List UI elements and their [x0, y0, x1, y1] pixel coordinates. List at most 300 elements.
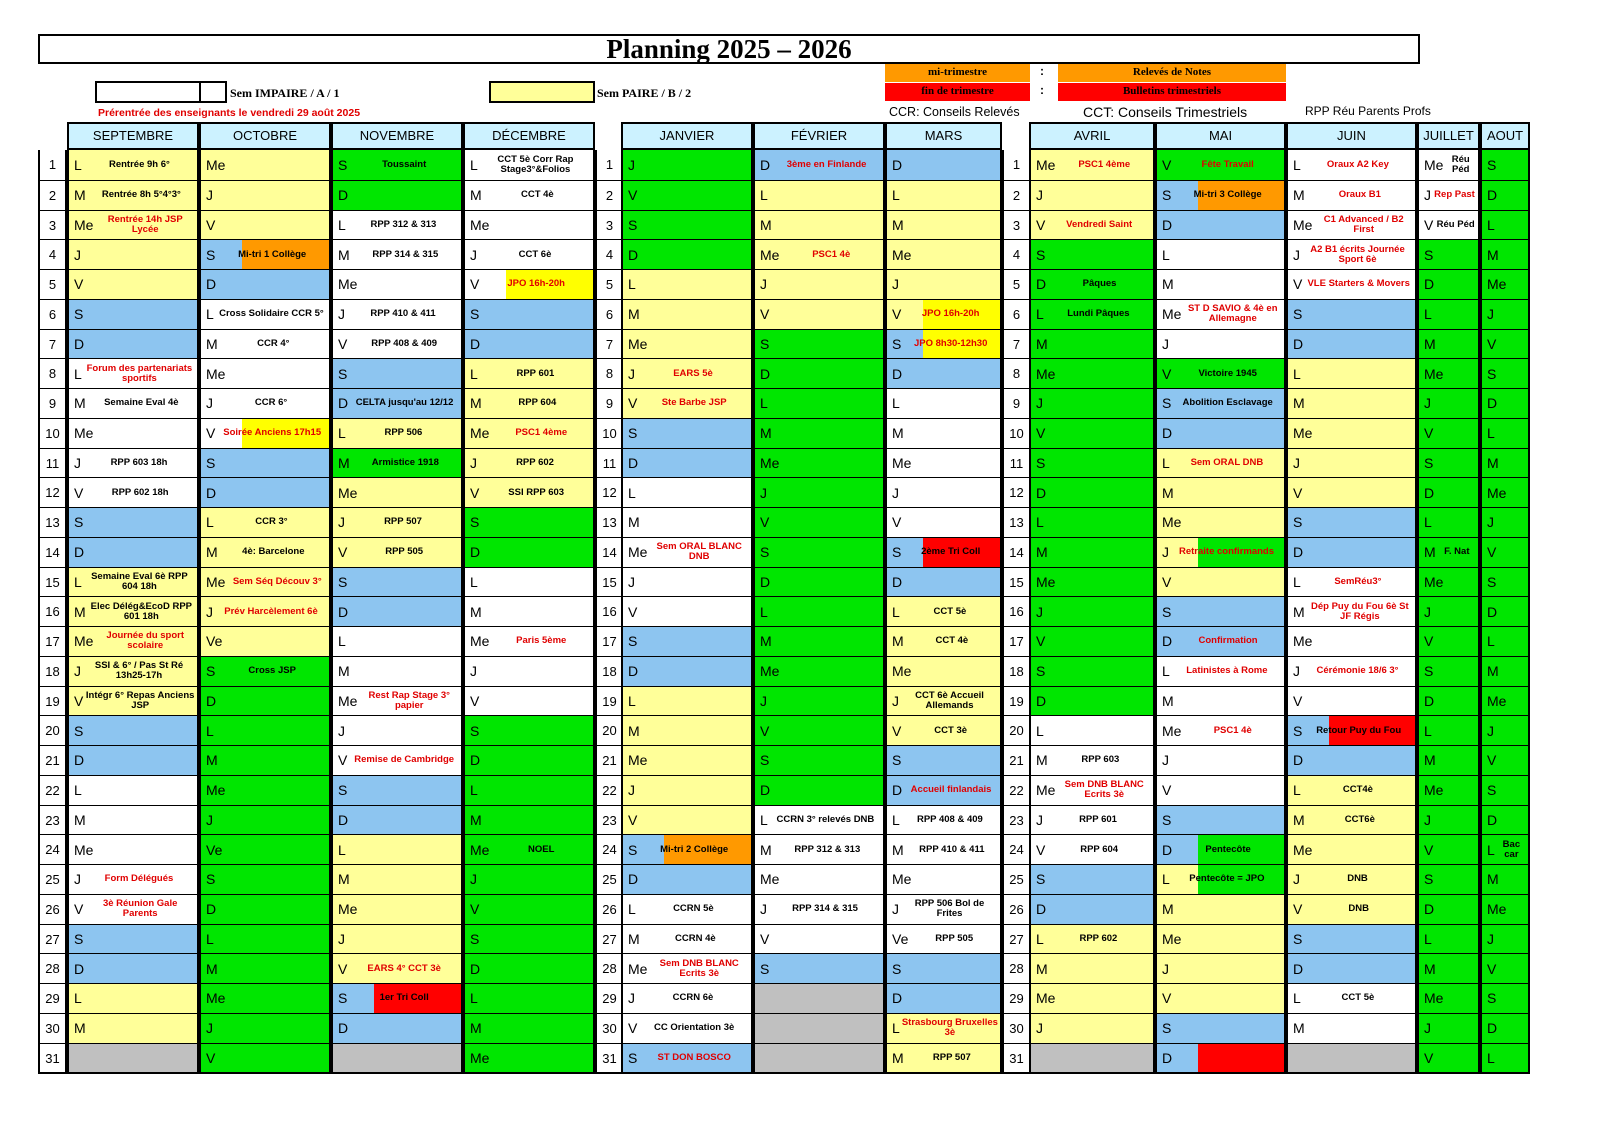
weekday-letter: Me — [74, 633, 94, 650]
event-text: Intégr 6° Repas Anciens JSP — [85, 690, 195, 711]
weekday-letter: V — [760, 930, 770, 947]
day-cell — [1031, 299, 1153, 329]
weekday-letter: Me — [1424, 573, 1444, 590]
weekday-letter: V — [1036, 216, 1046, 233]
day-cell — [755, 448, 883, 478]
weekday-letter: S — [1036, 454, 1046, 471]
month-column — [1029, 150, 1155, 1074]
day-cell — [1482, 775, 1528, 805]
day-cell — [887, 983, 1000, 1013]
day-cell — [887, 567, 1000, 597]
weekday-letter: S — [1487, 990, 1497, 1007]
event-text: RPP 505 — [935, 933, 974, 944]
weekday-letter: D — [1162, 425, 1173, 442]
day-cell — [1288, 269, 1415, 299]
day-number: 9 — [597, 388, 622, 418]
weekday-letter: V — [1424, 1049, 1434, 1066]
day-cell — [623, 418, 751, 448]
weekday-letter: J — [470, 871, 477, 888]
event-text: CCT 4è — [520, 190, 554, 201]
day-number: 30 — [1004, 1013, 1029, 1043]
event-text: Rentrée 14h JSP Lycée — [107, 214, 183, 235]
day-cell — [201, 269, 329, 299]
weekday-letter: Me — [1293, 425, 1313, 442]
weekday-letter: S — [338, 365, 348, 382]
day-cell — [333, 924, 461, 954]
day-cell — [1031, 180, 1153, 210]
day-cell — [1031, 210, 1153, 240]
event-text: Forum des partenariats sportifs — [86, 363, 193, 384]
day-number: 29 — [1004, 983, 1029, 1013]
weekday-letter: L — [892, 603, 900, 620]
day-cell — [1288, 983, 1415, 1013]
weekday-letter: Me — [1036, 782, 1056, 799]
day-cell — [887, 448, 1000, 478]
weekday-letter: D — [1487, 187, 1498, 204]
day-cell — [333, 953, 461, 983]
day-cell — [333, 864, 461, 894]
day-cell — [1482, 626, 1528, 656]
day-cell — [887, 477, 1000, 507]
legend-colon: : — [1040, 64, 1044, 78]
day-cell — [1419, 477, 1478, 507]
day-cell — [201, 388, 329, 418]
weekday-letter: J — [628, 365, 635, 382]
day-cell — [333, 388, 461, 418]
weekday-letter: M — [74, 811, 86, 828]
day-cell — [1157, 299, 1284, 329]
event-text: Oraux A2 Key — [1326, 159, 1389, 170]
impaire-label: Sem IMPAIRE / A / 1 — [230, 86, 340, 100]
day-number: 6 — [1004, 299, 1029, 329]
day-cell — [887, 507, 1000, 537]
event-text: JPO 16h-20h — [921, 309, 980, 320]
day-cell — [333, 834, 461, 864]
weekday-letter: D — [760, 573, 771, 590]
event-highlight — [374, 1014, 461, 1043]
day-cell — [333, 299, 461, 329]
weekday-letter: J — [206, 811, 213, 828]
day-cell — [1419, 418, 1478, 448]
day-number: 2 — [597, 180, 622, 210]
weekday-letter: M — [74, 187, 86, 204]
day-cell — [69, 894, 197, 924]
day-cell — [1157, 507, 1284, 537]
weekday-letter: D — [206, 484, 217, 501]
day-cell — [201, 686, 329, 716]
day-cell — [1419, 834, 1478, 864]
month-header: AOUT — [1480, 122, 1530, 150]
day-cell — [333, 239, 461, 269]
weekday-letter: Me — [338, 692, 358, 709]
weekday-letter: M — [892, 216, 904, 233]
day-cell — [887, 150, 1000, 180]
weekday-letter: D — [74, 335, 85, 352]
day-cell — [1157, 537, 1284, 567]
event-text: Sem DNB BLANC Ecrits 3è — [659, 958, 739, 979]
event-text: ST DON BOSCO — [657, 1052, 731, 1063]
day-number: 3 — [1004, 210, 1029, 240]
impaire-swatch-small — [199, 81, 227, 103]
day-cell — [201, 1013, 329, 1043]
day-cell — [1157, 448, 1284, 478]
day-cell — [1419, 805, 1478, 835]
day-cell — [333, 983, 461, 1013]
weekday-letter: M — [1036, 335, 1048, 352]
weekday-letter: D — [74, 544, 85, 561]
day-cell — [1482, 983, 1528, 1013]
weekday-letter: J — [470, 246, 477, 263]
day-cell — [69, 983, 197, 1013]
event-text: RPP 602 18h — [111, 487, 169, 498]
weekday-letter: J — [1036, 1020, 1043, 1037]
day-cell — [1031, 596, 1153, 626]
event-text: Mi-tri 2 Collège — [660, 844, 729, 855]
day-cell — [1031, 358, 1153, 388]
day-cell — [1031, 626, 1153, 656]
weekday-letter: D — [1424, 901, 1435, 918]
weekday-letter: J — [206, 1020, 213, 1037]
weekday-letter: L — [338, 841, 346, 858]
event-text: Lundi Pâques — [1067, 309, 1130, 320]
day-cell — [1482, 448, 1528, 478]
weekday-letter: Me — [628, 960, 648, 977]
day-cell — [69, 834, 197, 864]
day-number: 20 — [40, 715, 65, 745]
event-text: Strasbourg Bruxelles 3è — [901, 1018, 998, 1039]
weekday-letter: V — [74, 901, 84, 918]
weekday-letter: M — [470, 187, 482, 204]
weekday-letter: J — [1036, 395, 1043, 412]
day-cell — [1419, 358, 1478, 388]
day-cell — [333, 745, 461, 775]
day-cell — [755, 567, 883, 597]
day-cell — [755, 805, 883, 835]
event-text: RPP 601 — [1079, 814, 1117, 825]
weekday-letter: D — [892, 573, 903, 590]
day-cell — [465, 805, 593, 835]
month-header: MAI — [1155, 122, 1286, 150]
day-number: 10 — [1004, 418, 1029, 448]
weekday-letter: M — [892, 425, 904, 442]
day-cell — [1031, 805, 1153, 835]
event-text: Cérémonie 18/6 3° — [1316, 666, 1399, 677]
event-text: RPP 603 — [1081, 755, 1120, 766]
day-number: 6 — [40, 299, 65, 329]
day-number: 7 — [597, 329, 622, 359]
day-cell — [623, 210, 751, 240]
weekday-letter: M — [74, 603, 86, 620]
event-text: Prév Harcèlement 6è — [224, 606, 318, 617]
event-text: CCT 5è Corr Rap Stage3°&Folios — [497, 154, 574, 175]
weekday-letter: M — [470, 811, 482, 828]
weekday-letter: J — [1162, 752, 1169, 769]
event-text: Mi-tri 1 Collège — [238, 249, 307, 260]
day-number: 31 — [40, 1043, 65, 1073]
weekday-letter: V — [1293, 692, 1303, 709]
day-cell — [887, 358, 1000, 388]
weekday-letter: S — [1036, 871, 1046, 888]
day-number: 7 — [1004, 329, 1029, 359]
weekday-letter: Me — [206, 365, 226, 382]
day-cell — [465, 567, 593, 597]
weekday-letter: M — [1487, 663, 1499, 680]
day-cell — [69, 299, 197, 329]
day-cell — [1031, 924, 1153, 954]
weekday-letter: Me — [338, 276, 358, 293]
day-cell — [1288, 656, 1415, 686]
event-text: C1 Advanced / B2 First — [1323, 214, 1404, 235]
day-cell — [755, 388, 883, 418]
event-text: RPP 604 — [518, 398, 557, 409]
day-cell — [1288, 418, 1415, 448]
day-cell — [201, 418, 329, 448]
event-text: SSI & 6° / Pas St Ré 13h25-17h — [94, 661, 184, 682]
day-cell — [755, 150, 883, 180]
day-cell — [887, 715, 1000, 745]
weekday-letter: V — [1036, 425, 1046, 442]
weekday-letter: Me — [1293, 841, 1313, 858]
weekday-letter: Me — [470, 1049, 490, 1066]
event-text: NOEL — [528, 844, 555, 855]
weekday-letter: V — [1162, 365, 1172, 382]
weekday-letter: D — [470, 752, 481, 769]
day-cell — [465, 596, 593, 626]
weekday-letter: M — [338, 454, 350, 471]
day-number: 19 — [597, 686, 622, 716]
day-cell — [755, 418, 883, 448]
day-cell — [1031, 329, 1153, 359]
weekday-letter: S — [338, 156, 348, 173]
weekday-letter: Me — [206, 990, 226, 1007]
day-cell — [1157, 1013, 1284, 1043]
event-text: Rep Past — [1434, 190, 1475, 201]
weekday-letter: L — [1162, 454, 1170, 471]
day-cell — [755, 983, 883, 1013]
day-cell — [465, 1013, 593, 1043]
weekday-letter: D — [1487, 811, 1498, 828]
event-text: CCR 6° — [254, 398, 288, 409]
day-number: 18 — [40, 656, 65, 686]
day-cell — [201, 448, 329, 478]
weekday-letter: D — [1036, 692, 1047, 709]
weekday-letter: J — [892, 484, 899, 501]
weekday-letter: D — [1162, 1049, 1173, 1066]
event-text: PSC1 4è — [812, 249, 851, 260]
mi-trimestre-badge: mi-trimestre — [885, 64, 1030, 82]
day-cell — [201, 626, 329, 656]
weekday-letter: V — [628, 1020, 638, 1037]
month-header: JANVIER — [621, 122, 753, 150]
weekday-letter: M — [628, 722, 640, 739]
day-cell — [755, 596, 883, 626]
weekday-letter: M — [206, 752, 218, 769]
weekday-letter: Me — [1162, 514, 1182, 531]
weekday-letter: S — [470, 722, 480, 739]
event-text: Pentecôte = JPO — [1189, 874, 1265, 885]
weekday-letter: D — [892, 156, 903, 173]
weekday-letter: J — [1036, 187, 1043, 204]
weekday-letter: S — [206, 663, 216, 680]
day-cell — [623, 1043, 751, 1073]
weekday-letter: L — [74, 782, 82, 799]
weekday-letter: S — [892, 960, 902, 977]
event-text: RPP 314 & 315 — [372, 249, 439, 260]
day-cell — [201, 358, 329, 388]
day-cell — [465, 477, 593, 507]
event-text: DNB — [1347, 874, 1368, 885]
weekday-letter: M — [470, 395, 482, 412]
weekday-letter: J — [628, 573, 635, 590]
weekday-letter: S — [1424, 871, 1434, 888]
weekday-letter: Me — [1162, 930, 1182, 947]
day-cell — [1482, 388, 1528, 418]
event-text: PSC1 4ème — [515, 428, 568, 439]
weekday-letter: V — [628, 603, 638, 620]
event-text: Réu Péd — [1451, 154, 1470, 175]
weekday-letter: M — [1293, 1020, 1305, 1037]
day-cell — [333, 358, 461, 388]
weekday-letter: D — [1036, 484, 1047, 501]
day-cell — [333, 626, 461, 656]
day-cell — [887, 210, 1000, 240]
event-text: Retraite confirmands — [1178, 547, 1275, 558]
weekday-letter: L — [892, 1020, 900, 1037]
weekday-letter: V — [1487, 752, 1497, 769]
day-cell — [333, 329, 461, 359]
weekday-letter: J — [1424, 811, 1431, 828]
day-cell — [1419, 596, 1478, 626]
weekday-letter: L — [1293, 573, 1301, 590]
event-text: JPO 8h30-12h30 — [913, 338, 988, 349]
weekday-letter: S — [1162, 811, 1172, 828]
weekday-letter: S — [628, 841, 638, 858]
day-cell — [755, 210, 883, 240]
day-cell — [623, 507, 751, 537]
event-text: Fête Travail — [1201, 159, 1254, 170]
day-number: 16 — [40, 596, 65, 626]
day-cell — [755, 775, 883, 805]
day-cell — [1482, 745, 1528, 775]
day-number: 31 — [1004, 1043, 1029, 1073]
day-number: 18 — [597, 656, 622, 686]
event-text: Bac car — [1502, 839, 1521, 860]
weekday-letter: M — [760, 633, 772, 650]
day-cell — [755, 299, 883, 329]
day-cell — [887, 388, 1000, 418]
weekday-letter: J — [892, 692, 899, 709]
weekday-letter: L — [74, 365, 82, 382]
day-cell — [69, 805, 197, 835]
day-cell — [1288, 924, 1415, 954]
day-cell — [333, 1013, 461, 1043]
event-text: RPP 312 & 313 — [794, 844, 861, 855]
event-text: PSC1 4ème — [1078, 159, 1131, 170]
weekday-letter: Me — [892, 454, 912, 471]
weekday-letter: M — [206, 544, 218, 561]
weekday-letter: J — [1293, 454, 1300, 471]
weekday-letter: M — [1036, 544, 1048, 561]
day-cell — [1031, 686, 1153, 716]
weekday-letter: S — [206, 454, 216, 471]
weekday-letter: S — [74, 930, 84, 947]
weekday-letter: D — [206, 276, 217, 293]
weekday-letter: S — [1162, 187, 1172, 204]
weekday-letter: S — [74, 306, 84, 323]
day-cell — [1157, 596, 1284, 626]
day-cell — [887, 299, 1000, 329]
event-text: RPP 601 — [516, 368, 555, 379]
weekday-letter: M — [74, 395, 86, 412]
day-cell — [333, 477, 461, 507]
day-cell — [623, 1013, 751, 1043]
event-text: ST D SAVIO & 4è en Allemagne — [1187, 304, 1278, 325]
day-cell — [1419, 1043, 1478, 1073]
weekday-letter: L — [628, 692, 636, 709]
day-number: 23 — [1004, 805, 1029, 835]
day-cell — [333, 656, 461, 686]
weekday-letter: V — [338, 335, 348, 352]
weekday-letter: Me — [206, 782, 226, 799]
day-cell — [623, 656, 751, 686]
weekday-letter: V — [338, 544, 348, 561]
day-cell — [1288, 388, 1415, 418]
event-text: Accueil finlandais — [910, 785, 992, 796]
day-cell — [1419, 388, 1478, 418]
day-cell — [1419, 448, 1478, 478]
weekday-letter: D — [892, 782, 903, 799]
weekday-letter: V — [470, 901, 480, 918]
event-text: CCR 3° — [255, 517, 288, 528]
day-cell — [465, 626, 593, 656]
weekday-letter: D — [628, 871, 639, 888]
event-text: CCT 5è — [1341, 993, 1375, 1004]
day-cell — [465, 299, 593, 329]
weekday-letter: J — [206, 603, 213, 620]
event-text: CCT 6è — [518, 249, 552, 260]
day-cell — [623, 448, 751, 478]
month-column — [885, 150, 1002, 1074]
day-number: 24 — [40, 834, 65, 864]
day-number: 9 — [1004, 388, 1029, 418]
day-cell — [1288, 953, 1415, 983]
day-cell — [333, 805, 461, 835]
day-cell — [623, 567, 751, 597]
weekday-letter: S — [892, 335, 902, 352]
day-cell — [201, 477, 329, 507]
day-cell — [1157, 745, 1284, 775]
weekday-letter: Me — [1424, 156, 1444, 173]
day-cell — [1031, 507, 1153, 537]
weekday-letter: Me — [1487, 276, 1507, 293]
event-text: Mi-tri 3 Collège — [1193, 190, 1262, 201]
weekday-letter: S — [892, 544, 902, 561]
weekday-letter: D — [206, 692, 217, 709]
weekday-letter: J — [628, 782, 635, 799]
weekday-letter: D — [628, 454, 639, 471]
weekday-letter: Me — [1036, 990, 1056, 1007]
day-cell — [1288, 715, 1415, 745]
weekday-letter: S — [74, 514, 84, 531]
weekday-letter: V — [892, 722, 902, 739]
day-cell — [1482, 329, 1528, 359]
day-number: 10 — [597, 418, 622, 448]
day-cell — [465, 834, 593, 864]
event-text: 4è: Barcelone — [242, 547, 305, 558]
day-number: 2 — [40, 180, 65, 210]
weekday-letter: L — [1424, 722, 1432, 739]
weekday-letter: L — [892, 187, 900, 204]
